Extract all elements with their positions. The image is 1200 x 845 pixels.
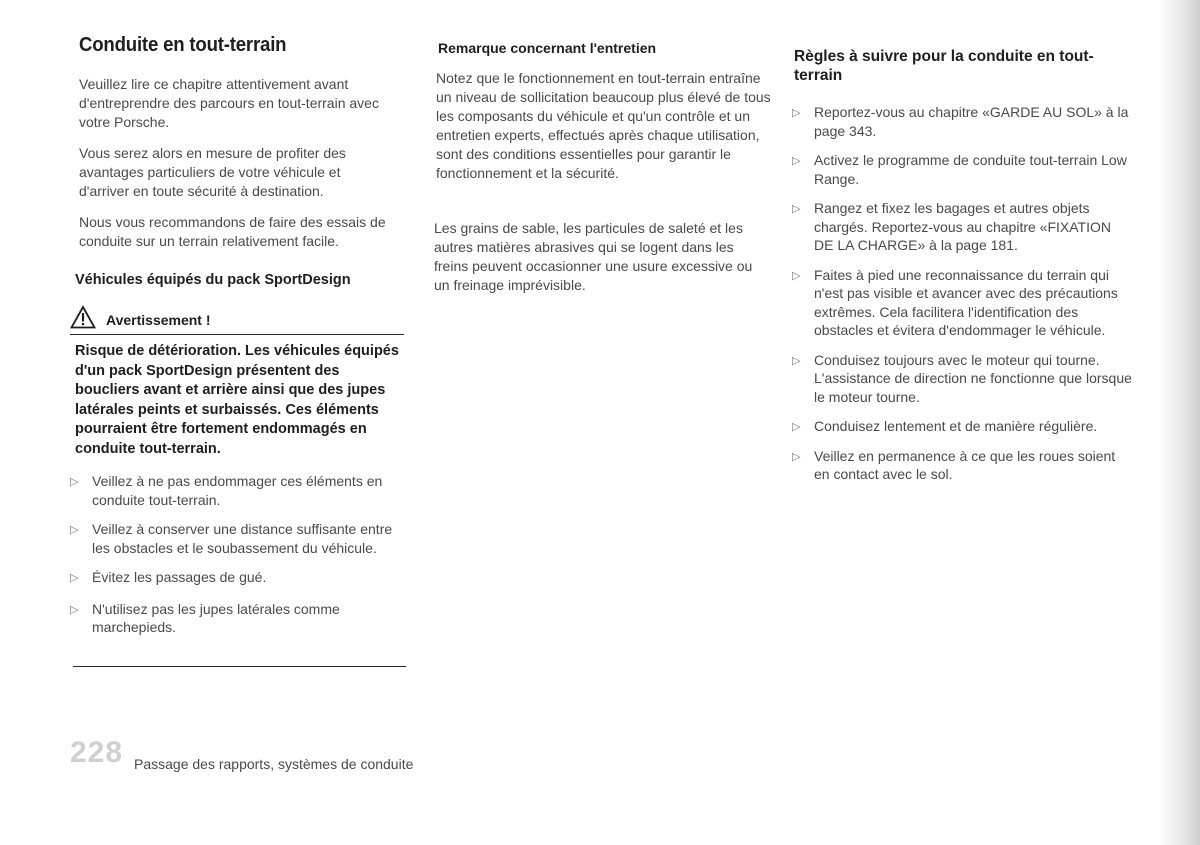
warning-bullet-list [70,472,410,637]
list-item [792,266,1132,340]
list-item-text: Conduisez lentement et de manière régulière. [814,418,1098,434]
warning-header [70,304,404,335]
list-item-text: Rangez et fixez les bagages et autres objets chargés. Reportez-vous au chapitre «FIXATION DE LA CHARGE» à la page 181. [814,200,1111,253]
page-title: Conduite en tout-terrain [79,34,287,56]
warning-end-rule [73,666,406,667]
list-item-text: Veillez à conserver une distance suffisante entre les obstacles et le soubassement du véhicule. [92,521,393,556]
list-item-text: Activez le programme de conduite tout-terrain Low Range. [814,152,1127,187]
list-item-text: Veillez en permanence à ce que les roues soient en contact avec le sol. [814,447,1116,482]
triangle-bullet-icon: ▷ [792,203,801,215]
list-item-text: Conduisez toujours avec le moteur qui tourne. L'assistance de direction ne fonctionne que lorsque le moteur tourne. [814,351,1132,405]
list-item-text: Reportez-vous au chapitre «GARDE AU SOL» à la page 343. [814,104,1129,139]
rules-bullet-list [792,103,1132,495]
list-item [792,199,1132,255]
list-item [792,103,1132,140]
triangle-bullet-icon: ▷ [70,603,79,616]
list-item [792,447,1132,484]
list-item-text: Veillez à ne pas endommager ces éléments en conduite tout-terrain. [92,473,383,508]
list-item [70,568,410,587]
page-number: 228 [70,736,124,769]
triangle-bullet-icon: ▷ [70,476,79,488]
list-item-text: Faites à pied une reconnaissance du terrain qui n'est pas visible et avancer avec des précautions extrêmes. Cela facilitera l'identification des obstacles et évitera d'endommager le véhicule. [814,266,1118,338]
triangle-bullet-icon: ▷ [792,421,801,433]
sportdesign-heading: Véhicules équipés du pack SportDesign [75,272,351,288]
triangle-bullet-icon: ▷ [70,572,79,584]
warning-title: Avertissement ! [106,312,211,328]
triangle-bullet-icon: ▷ [792,269,801,282]
list-item [792,351,1132,407]
list-item [792,151,1132,188]
maintenance-paragraph-1: Notez que le fonctionnement en tout-terrain entraîne un niveau de sollicitation beaucoup plus élevé de tous les composants du véhicule et qu'un contrôle et un entretien experts, effectués après chaque utilisation, sont des conditions essentielles pour garantir le fonctionnement et la sécurité. [436,70,771,181]
warning-triangle-icon [70,305,96,329]
intro-paragraph-1: Veuillez lire ce chapitre attentivement avant d'entreprendre des parcours en tout-terrain avec votre Porsche. [79,76,379,130]
list-item [70,520,410,557]
triangle-bullet-icon: ▷ [792,354,801,367]
page-edge-shadow [1158,0,1200,845]
triangle-bullet-icon: ▷ [792,450,801,463]
triangle-bullet-icon: ▷ [70,524,79,536]
list-item [70,600,410,637]
rules-heading: Règles à suivre pour la conduite en tout-terrain [794,48,1094,84]
maintenance-heading: Remarque concernant l'entretien [438,40,657,56]
list-item [792,417,1132,436]
list-item-text: N'utilisez pas les jupes latérales comme marchepieds. [92,600,340,635]
triangle-bullet-icon: ▷ [792,155,801,167]
warning-body: Risque de détérioration. Les véhicules équipés d'un pack SportDesign présentent des boucliers avant et arrière ainsi que des jupes latérales peints et surbaissés. Ces éléments pourraient être fortement endommagés en conduite tout-terrain. [75,343,399,457]
intro-paragraph-2: Vous serez alors en mesure de profiter des avantages particuliers de votre véhicule et d'arriver en toute sécurité à destination. [79,145,346,199]
triangle-bullet-icon: ▷ [792,107,801,119]
section-footer: Passage des rapports, systèmes de conduite [134,756,414,772]
list-item [70,472,410,509]
list-item-text: Évitez les passages de gué. [92,569,267,585]
intro-paragraph-3: Nous vous recommandons de faire des essais de conduite sur un terrain relativement facile. [79,214,386,249]
maintenance-paragraph-2: Les grains de sable, les particules de saleté et les autres matières abrasives qui se logent dans les freins peuvent occasionner une usure excessive ou un freinage imprévisible. [434,220,753,293]
